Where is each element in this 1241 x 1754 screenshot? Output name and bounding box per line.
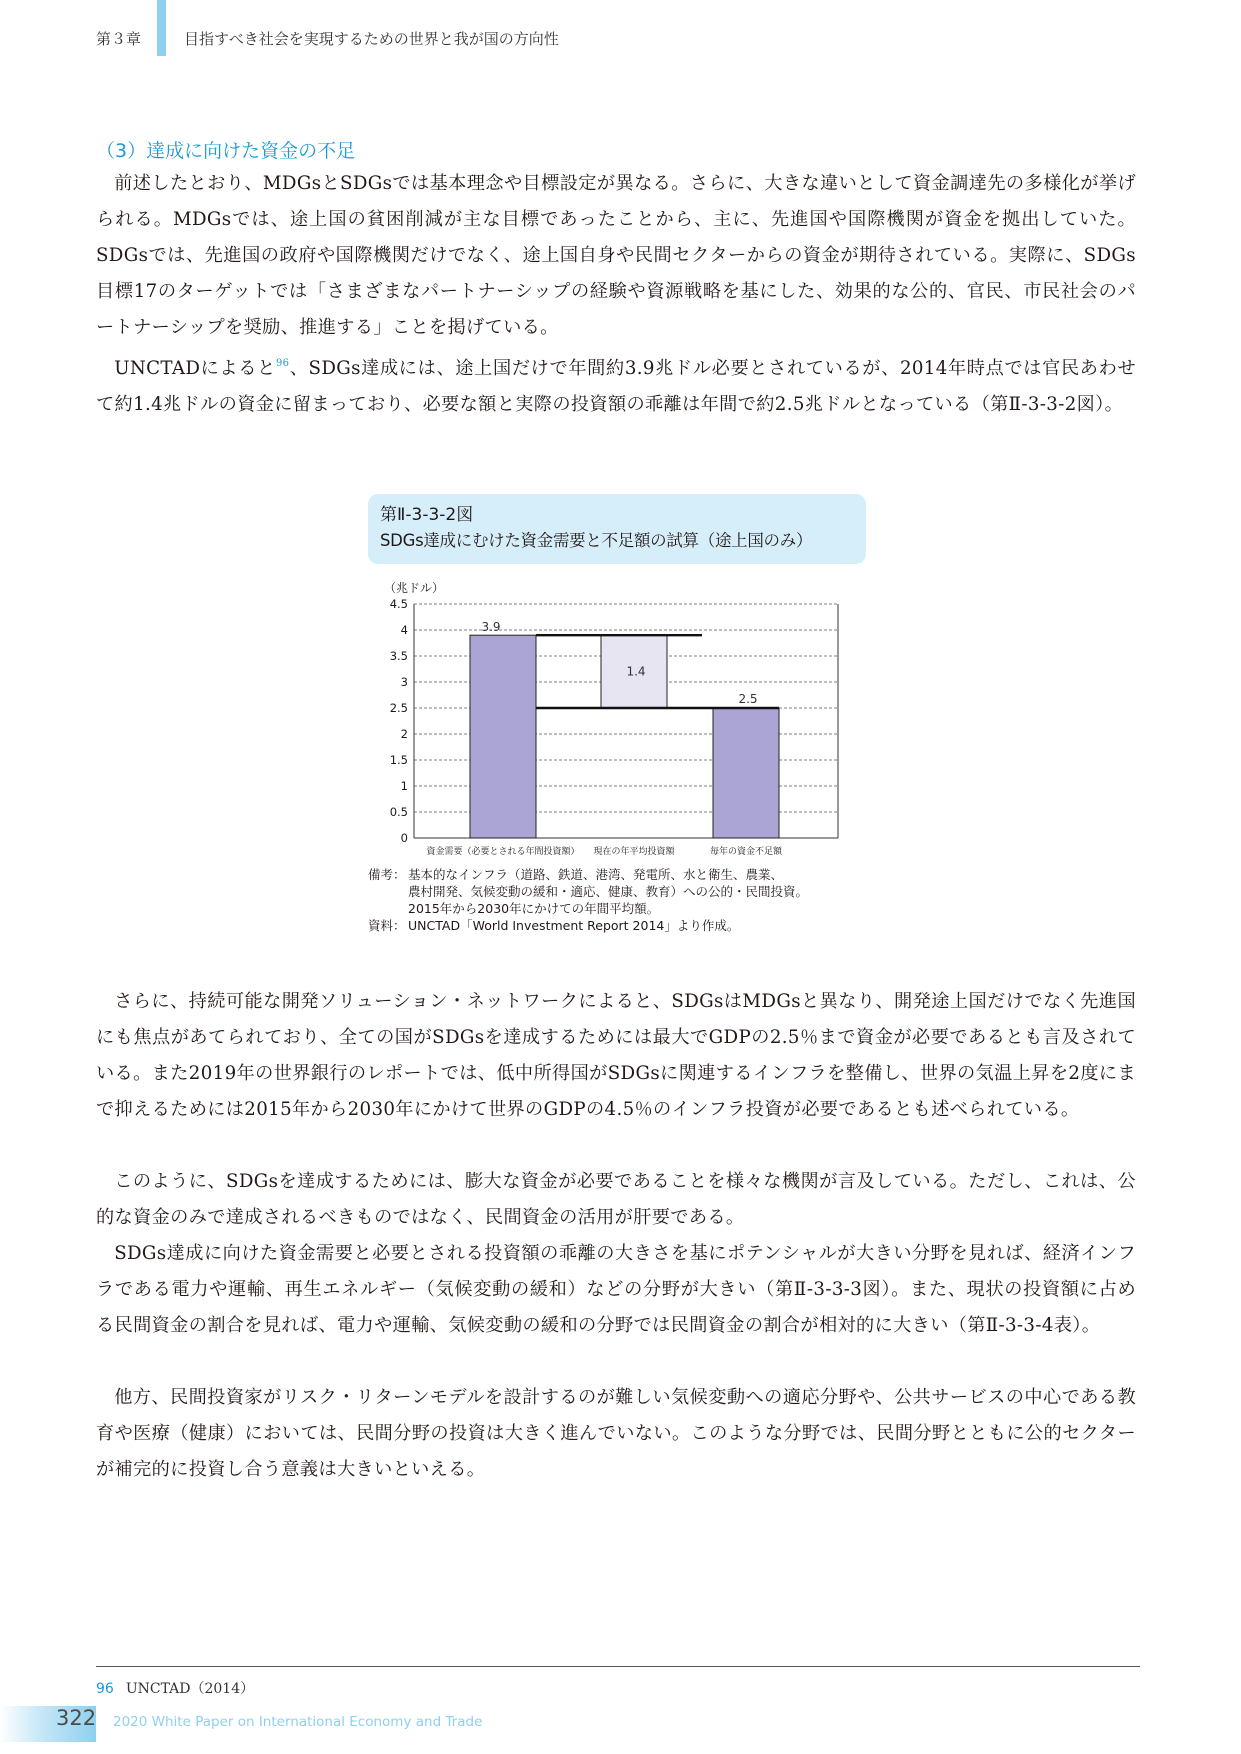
section-title: （3）達成に向けた資金の不足 [96,140,356,162]
paragraph-5: 他方、民間投資家がリスク・リターンモデルを設計するのが難しい気候変動への適応分野や、公共サービスの中心である教育や医療（健康）においては、民間分野の投資は大きく進んでいない。このような分野では、民間分野とともに公的セクターが補完的に投資し合う意義は大きいといえる。 [96,1387,1136,1480]
note-remarks [368,866,808,917]
paragraph-2: さらに、持続可能な開発ソリューション・ネットワークによると、SDGsはMDGsと異なり、開発途上国だけでなく先進国にも焦点があてられており、全ての国がSDGsを達成するためには最大でGDPの2.5％まで資金が必要であるとも言及されている。また2019年の世界銀行のレポートでは、低中所得国がSDGsに関連するインフラを整備し、世界の気温上昇を2度にまで抑えるためには2015年から2030年にかけて世界のGDPの4.5％のインフラ投資が必要であるとも述べられている。 [96,991,1136,1120]
footnote-divider [96,1666,1140,1667]
figure-number: 第Ⅱ-3-3-2図 [380,505,474,525]
paragraph-unctad-rest: 、SDGs達成には、途上国だけで年間約3.9兆ドル必要とされているが、2014年時点では官民あわせて約1.4兆ドルの資金に留まっており、必要な額と実際の投資額の乖離は年間で約2.5兆ドルとなっている（第Ⅱ-3-3-2図）。 [96,358,1137,415]
chapter-title: 目指すべき社会を実現するための世界と我が国の方向性 [184,30,559,48]
y-tick-label: 0 [400,831,408,845]
header-accent-bar [157,0,166,56]
y-tick-label: 2 [400,727,408,741]
note-source [368,917,808,934]
paragraph-unctad-start: UNCTADによると [114,358,276,379]
note-remarks-line: 農村開発、気候変動の緩和・適応、健康、教育）への公的・民間投資。 [408,884,809,899]
publication-title: 2020 White Paper on International Economy and Trade [113,1714,483,1730]
data-label: 1.4 [626,664,646,679]
x-category-label: 毎年の資金不足額 [709,847,783,857]
x-category-label: 現在の年平均投資額 [593,847,675,857]
chapter-label: 第３章 [96,30,142,48]
paragraph-unctad [96,346,1136,423]
y-tick-label: 2.5 [389,701,408,715]
note-source-line: UNCTAD「World Investment Report 2014」より作成。 [408,918,740,933]
funding-gap-chart [380,574,850,864]
chart-svg [380,574,850,864]
bar [470,635,536,838]
data-label: 3.9 [481,620,501,635]
y-tick-label: 0.5 [389,805,408,819]
page-header [0,0,1241,78]
footnote-ref[interactable]: 96 [275,358,290,369]
y-tick-label: 4.5 [389,597,408,611]
paragraph-1: 前述したとおり、MDGsとSDGsでは基本理念や目標設定が異なる。さらに、大きな違いとして資金調達先の多様化が挙げられる。MDGsでは、途上国の貧困削減が主な目標であったことから、主に、先進国や国際機関が資金を拠出していた。SDGsでは、先進国の政府や国際機関だけでなく、途上国自身や民間セクターからの資金が期待されている。実際に、SDGs目標17のターゲットでは「さまざまなパートナーシップの経験や資源戦略を基にした、効果的な公的、官民、市民社会のパートナーシップを奨励、推進する」ことを掲げている。 [96,173,1136,338]
y-tick-label: 3 [400,675,408,689]
figure-notes [368,866,808,934]
paragraph-4: SDGs達成に向けた資金需要と必要とされる投資額の乖離の大きさを基にポテンシャルが大きい分野を見れば、経済インフラである電力や運輸、再生エネルギー（気候変動の緩和）などの分野が大きい（第Ⅱ-3-3-3図）。また、現状の投資額に占める民間資金の割合を見れば、電力や運輸、気候変動の緩和の分野では民間資金の割合が相対的に大きい（第Ⅱ-3-3-4表）。 [96,1243,1136,1336]
y-tick-label: 1 [400,779,408,793]
footnote-number: 96 [96,1681,114,1697]
note-remarks-label: 備考： [368,867,406,882]
paragraph-3: このように、SDGsを達成するためには、膨大な資金が必要であることを様々な機関が言及している。ただし、これは、公的な資金のみで達成されるべきものではなく、民間資金の活用が肝要である。 [96,1171,1136,1228]
y-axis-unit-label: （兆ドル） [384,581,445,595]
note-remarks-line: 基本的なインフラ（道路、鉄道、港湾、発電所、水と衛生、農業、 [408,867,784,882]
y-tick-label: 1.5 [389,753,408,767]
y-tick-label: 4 [400,623,408,637]
note-remarks-line: 2015年から2030年にかけての年間平均額。 [408,901,660,916]
x-category-label: 資金需要（必要とされる年間投資額） [426,847,580,857]
figure-title: SDGs達成にむけた資金需要と不足額の試算（途上国のみ） [380,531,813,550]
bar [713,708,779,838]
footnote [96,1678,254,1698]
data-label: 2.5 [738,692,758,706]
page-number: 322 [56,1706,97,1730]
note-source-label: 資料： [368,918,406,933]
y-tick-label: 3.5 [389,649,408,663]
figure-caption-box [368,494,866,564]
footnote-text: UNCTAD（2014） [125,1681,255,1697]
